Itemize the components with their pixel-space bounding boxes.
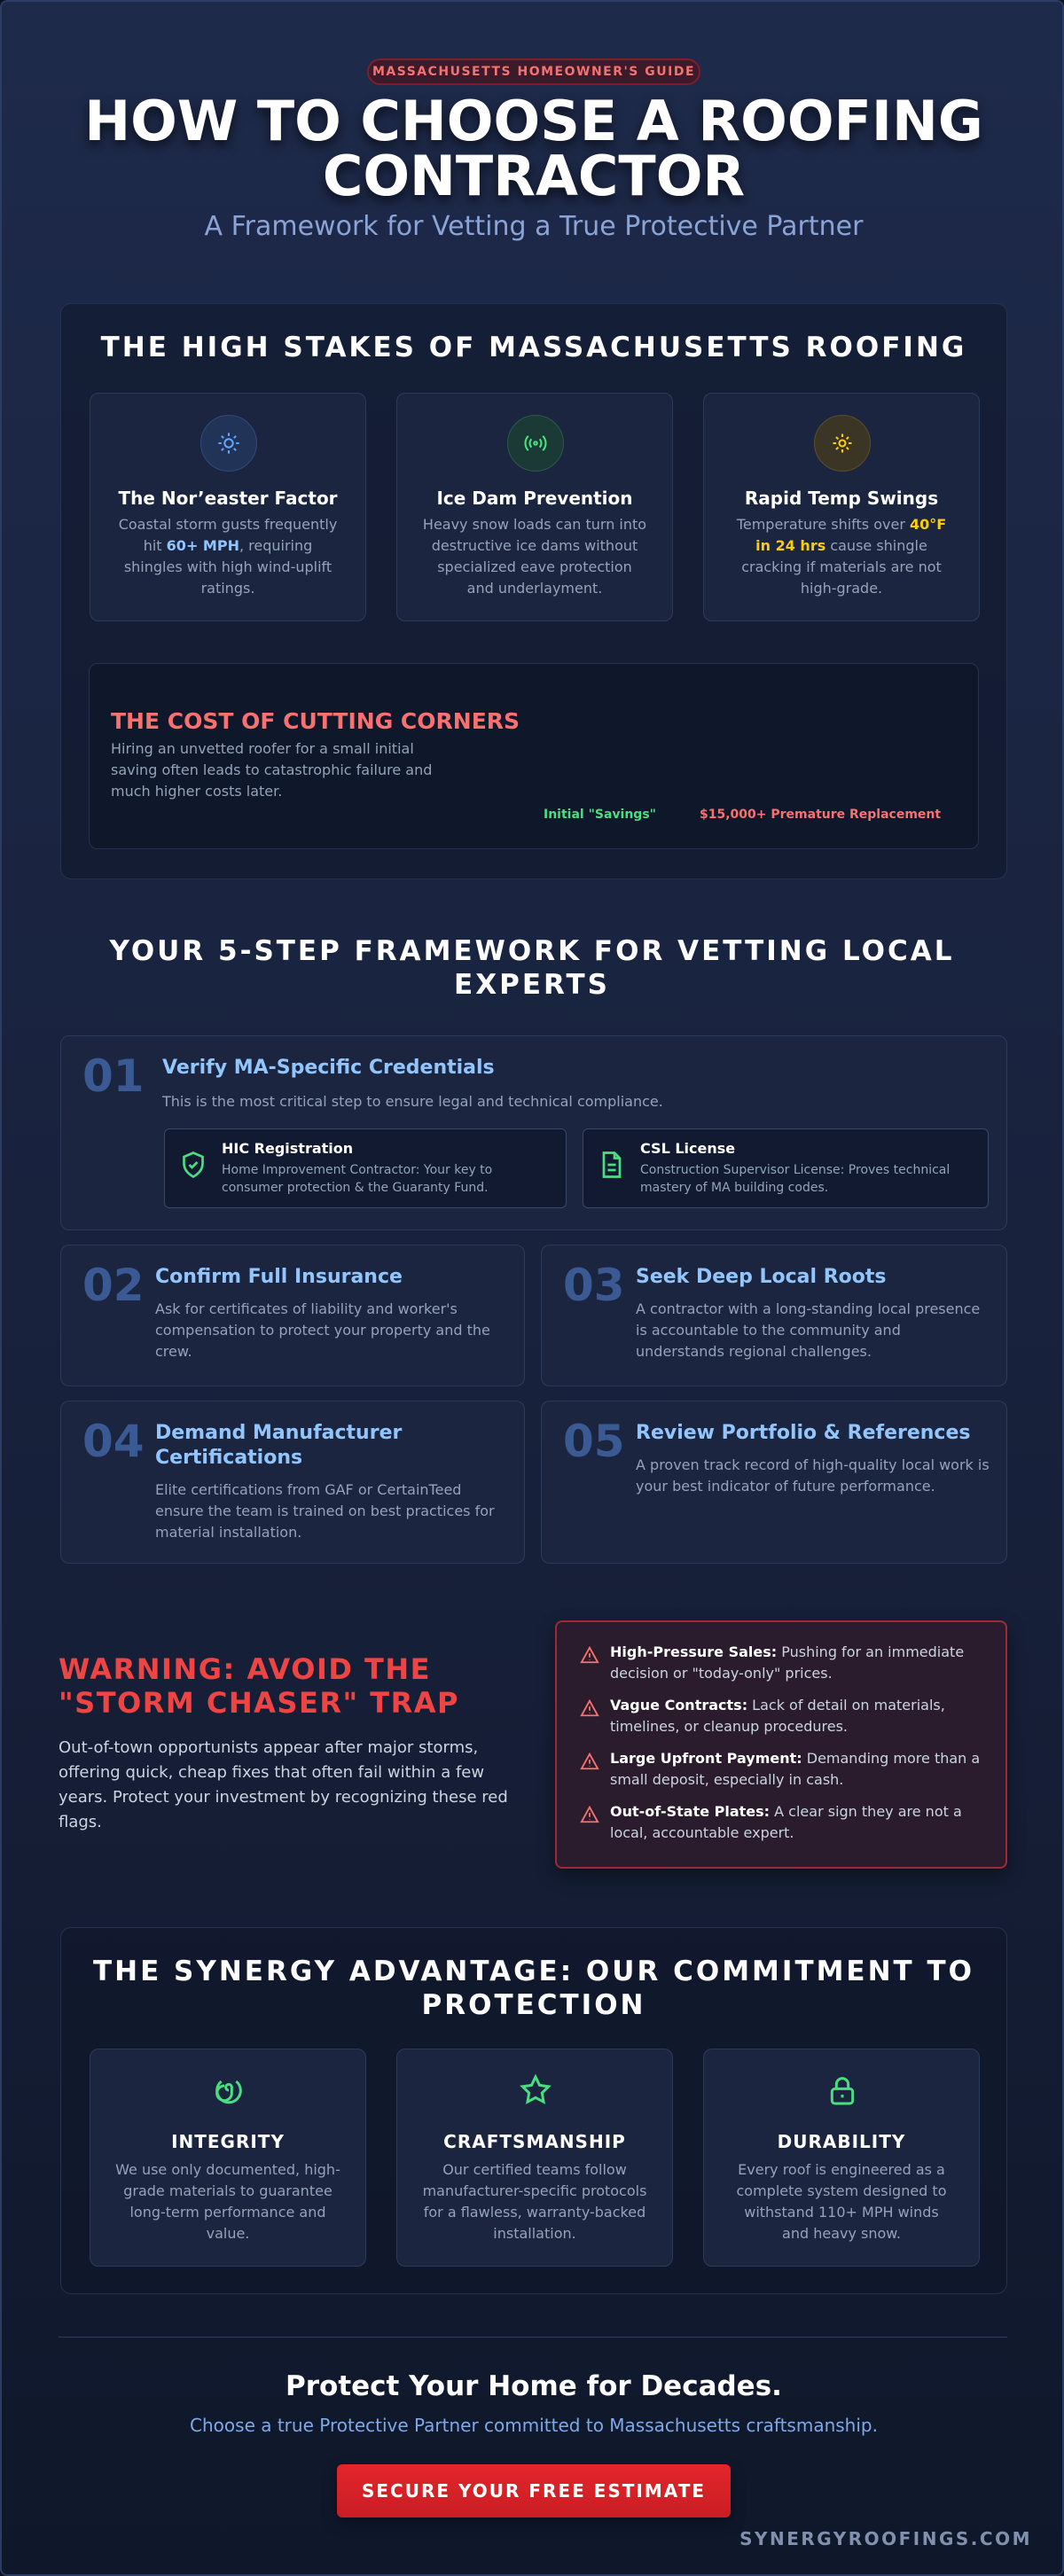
lock-icon: [825, 2073, 860, 2108]
warning-triangle-icon: [580, 1645, 599, 1665]
synergy-card-durability: [703, 2049, 980, 2267]
cost-of-cutting-corners: [89, 663, 979, 849]
cost-title: THE COST OF CUTTING CORNERS: [111, 708, 520, 734]
replacement-label: $15,000+ Premature Replacement: [700, 808, 942, 822]
red-flag-item: [610, 1695, 988, 1737]
stakes-card-ice-dam: [396, 393, 673, 621]
red-flag-item: [610, 1748, 988, 1791]
card-title: The Nor’easter Factor: [118, 488, 338, 509]
synergy-card-craftsmanship: [396, 2049, 673, 2267]
step-number: 04: [82, 1416, 145, 1467]
card-highlight: 40°F in 24 hrs: [755, 516, 947, 554]
footer-subtitle: Choose a true Protective Partner committed to Massachusetts craftsmanship.: [190, 2415, 878, 2436]
sun-icon: [814, 415, 871, 472]
step-number: 01: [82, 1050, 145, 1102]
footer-divider: [59, 2337, 1007, 2338]
integrity-swirl-icon: [211, 2073, 246, 2108]
step-title: Seek Deep Local Roots: [636, 1266, 887, 1288]
card-text-part: Temperature shifts over: [736, 516, 910, 533]
warning-title-line-1: WARNING: AVOID THE: [59, 1652, 432, 1686]
card-title: CRAFTSMANSHIP: [443, 2131, 626, 2152]
credential-hic: [164, 1128, 567, 1208]
card-text: We use only documented, high-grade materials to guarantee long-term performance and value.: [115, 2161, 340, 2242]
step-04-card: [60, 1401, 525, 1564]
framework-title-line-1: YOUR 5-STEP FRAMEWORK FOR VETTING LOCAL: [109, 935, 955, 967]
savings-label: Initial "Savings": [544, 808, 656, 822]
step-text: Ask for certificates of liability and worker's compensation to protect your property and the crew.: [155, 1300, 490, 1360]
stakes-card-temp-swings: [703, 393, 980, 621]
warning-title-line-2: "STORM CHASER" TRAP: [59, 1686, 459, 1720]
step-text: This is the most critical step to ensure legal and technical compliance.: [162, 1093, 663, 1110]
red-flag-text: Lack of detail on materials, timelines, or cleanup procedures.: [610, 1697, 945, 1735]
red-flag-item: [610, 1642, 988, 1684]
card-text: Every roof is engineered as a complete system designed to withstand 110+ MPH winds and heavy snow.: [736, 2161, 947, 2242]
synergy-title-line-1: THE SYNERGY ADVANTAGE: OUR COMMITMENT TO: [93, 1955, 974, 1987]
red-flag-label: Large Upfront Payment:: [610, 1750, 802, 1767]
red-flag-text: Pushing for an immediate decision or "today-only" prices.: [610, 1643, 965, 1682]
step-05-card: [541, 1401, 1007, 1564]
warning-title: [59, 1652, 520, 1720]
card-text: Heavy snow loads can turn into destructive ice dams without specialized eave protection and underlayment.: [422, 516, 647, 597]
step-title: Confirm Full Insurance: [155, 1266, 403, 1288]
card-text: [115, 514, 340, 599]
red-flag-text: Demanding more than a small deposit, especially in cash.: [610, 1750, 981, 1788]
step-title: Demand Manufacturer Certifications: [155, 1422, 403, 1469]
synergy-panel: [60, 1927, 1007, 2294]
wind-icon: [200, 415, 257, 472]
snowflake-icon: [507, 415, 564, 472]
red-flag-label: High-Pressure Sales:: [610, 1643, 778, 1660]
card-title: Rapid Temp Swings: [744, 488, 939, 509]
card-text: Our certified teams follow manufacturer-specific protocols for a flawless, warranty-backed installation.: [422, 2161, 647, 2242]
red-flag-label: Vague Contracts:: [610, 1697, 748, 1713]
cost-text: Hiring an unvetted roofer for a small initial saving often leads to catastrophic failure and much higher costs later.: [111, 740, 433, 800]
synergy-card-integrity: [90, 2049, 366, 2267]
guide-badge: MASSACHUSETTS HOMEOWNER'S GUIDE: [367, 59, 700, 85]
step-01-card: [60, 1035, 1007, 1230]
document-icon: [596, 1149, 628, 1181]
credential-text: Home Improvement Contractor: Your key to consumer protection & the Guaranty Fund.: [222, 1163, 493, 1195]
star-icon: [518, 2073, 553, 2108]
card-title: DURABILITY: [777, 2131, 906, 2152]
red-flag-text: A clear sign they are not a local, accountable expert.: [610, 1803, 962, 1841]
red-flags-box: [555, 1620, 1007, 1869]
page-subtitle: A Framework for Vetting a True Protective Partner: [204, 211, 864, 242]
credential-csl: [583, 1128, 989, 1208]
shield-check-icon: [177, 1149, 209, 1181]
step-03-card: [541, 1245, 1007, 1386]
page-title: [2, 89, 1064, 208]
high-stakes-title: THE HIGH STAKES OF MASSACHUSETTS ROOFING: [100, 332, 967, 363]
synergy-title: [61, 1955, 1006, 2022]
framework-title-line-2: EXPERTS: [454, 969, 610, 1001]
step-number: 02: [82, 1260, 145, 1311]
warning-triangle-icon: [580, 1698, 599, 1718]
title-line-2: CONTRACTOR: [322, 144, 746, 208]
card-title: INTEGRITY: [171, 2131, 285, 2152]
card-text: [729, 514, 954, 599]
step-number: 03: [563, 1260, 625, 1311]
step-number: 05: [563, 1416, 625, 1467]
stakes-card-noreaster: [90, 393, 366, 621]
card-highlight: 60+ MPH: [166, 537, 239, 554]
step-title: Review Portfolio & References: [636, 1422, 971, 1444]
free-estimate-button[interactable]: SECURE YOUR FREE ESTIMATE: [337, 2464, 731, 2517]
card-text-part: , requiring shingles with high wind-uplift ratings.: [123, 537, 332, 597]
footer-title: Protect Your Home for Decades.: [286, 2370, 782, 2402]
step-text: A proven track record of high-quality local work is your best indicator of future performance.: [636, 1456, 990, 1495]
step-02-card: [60, 1245, 525, 1386]
step-text: A contractor with a long-standing local presence is accountable to the community and understands regional challenges.: [636, 1300, 981, 1360]
warning-triangle-icon: [580, 1805, 599, 1824]
credential-title: HIC Registration: [222, 1140, 354, 1157]
warning-text: Out-of-town opportunists appear after major storms, offering quick, cheap fixes that often fail within a few years. Protect your investment by recognizing these red flags.: [59, 1738, 508, 1831]
step-title: Verify MA-Specific Credentials: [162, 1057, 495, 1079]
website-domain: SYNERGYROOFINGS.COM: [739, 2528, 1032, 2549]
red-flag-item: [610, 1801, 988, 1844]
card-text-part: cause shingle cracking if materials are not high-grade.: [741, 537, 942, 597]
step-text: Elite certifications from GAF or CertainTeed ensure the team is trained on best practices for material installation.: [155, 1481, 495, 1541]
card-title: Ice Dam Prevention: [436, 488, 633, 509]
credential-text: Construction Supervisor License: Proves technical mastery of MA building codes.: [640, 1163, 951, 1195]
card-text-part: Coastal storm gusts frequently hit: [118, 516, 338, 554]
framework-title: [2, 934, 1062, 1002]
warning-triangle-icon: [580, 1752, 599, 1771]
title-line-1: HOW TO CHOOSE A ROOFING: [84, 89, 983, 153]
synergy-title-line-2: PROTECTION: [421, 1989, 646, 2021]
credential-title: CSL License: [640, 1140, 736, 1157]
red-flag-label: Out-of-State Plates:: [610, 1803, 771, 1820]
